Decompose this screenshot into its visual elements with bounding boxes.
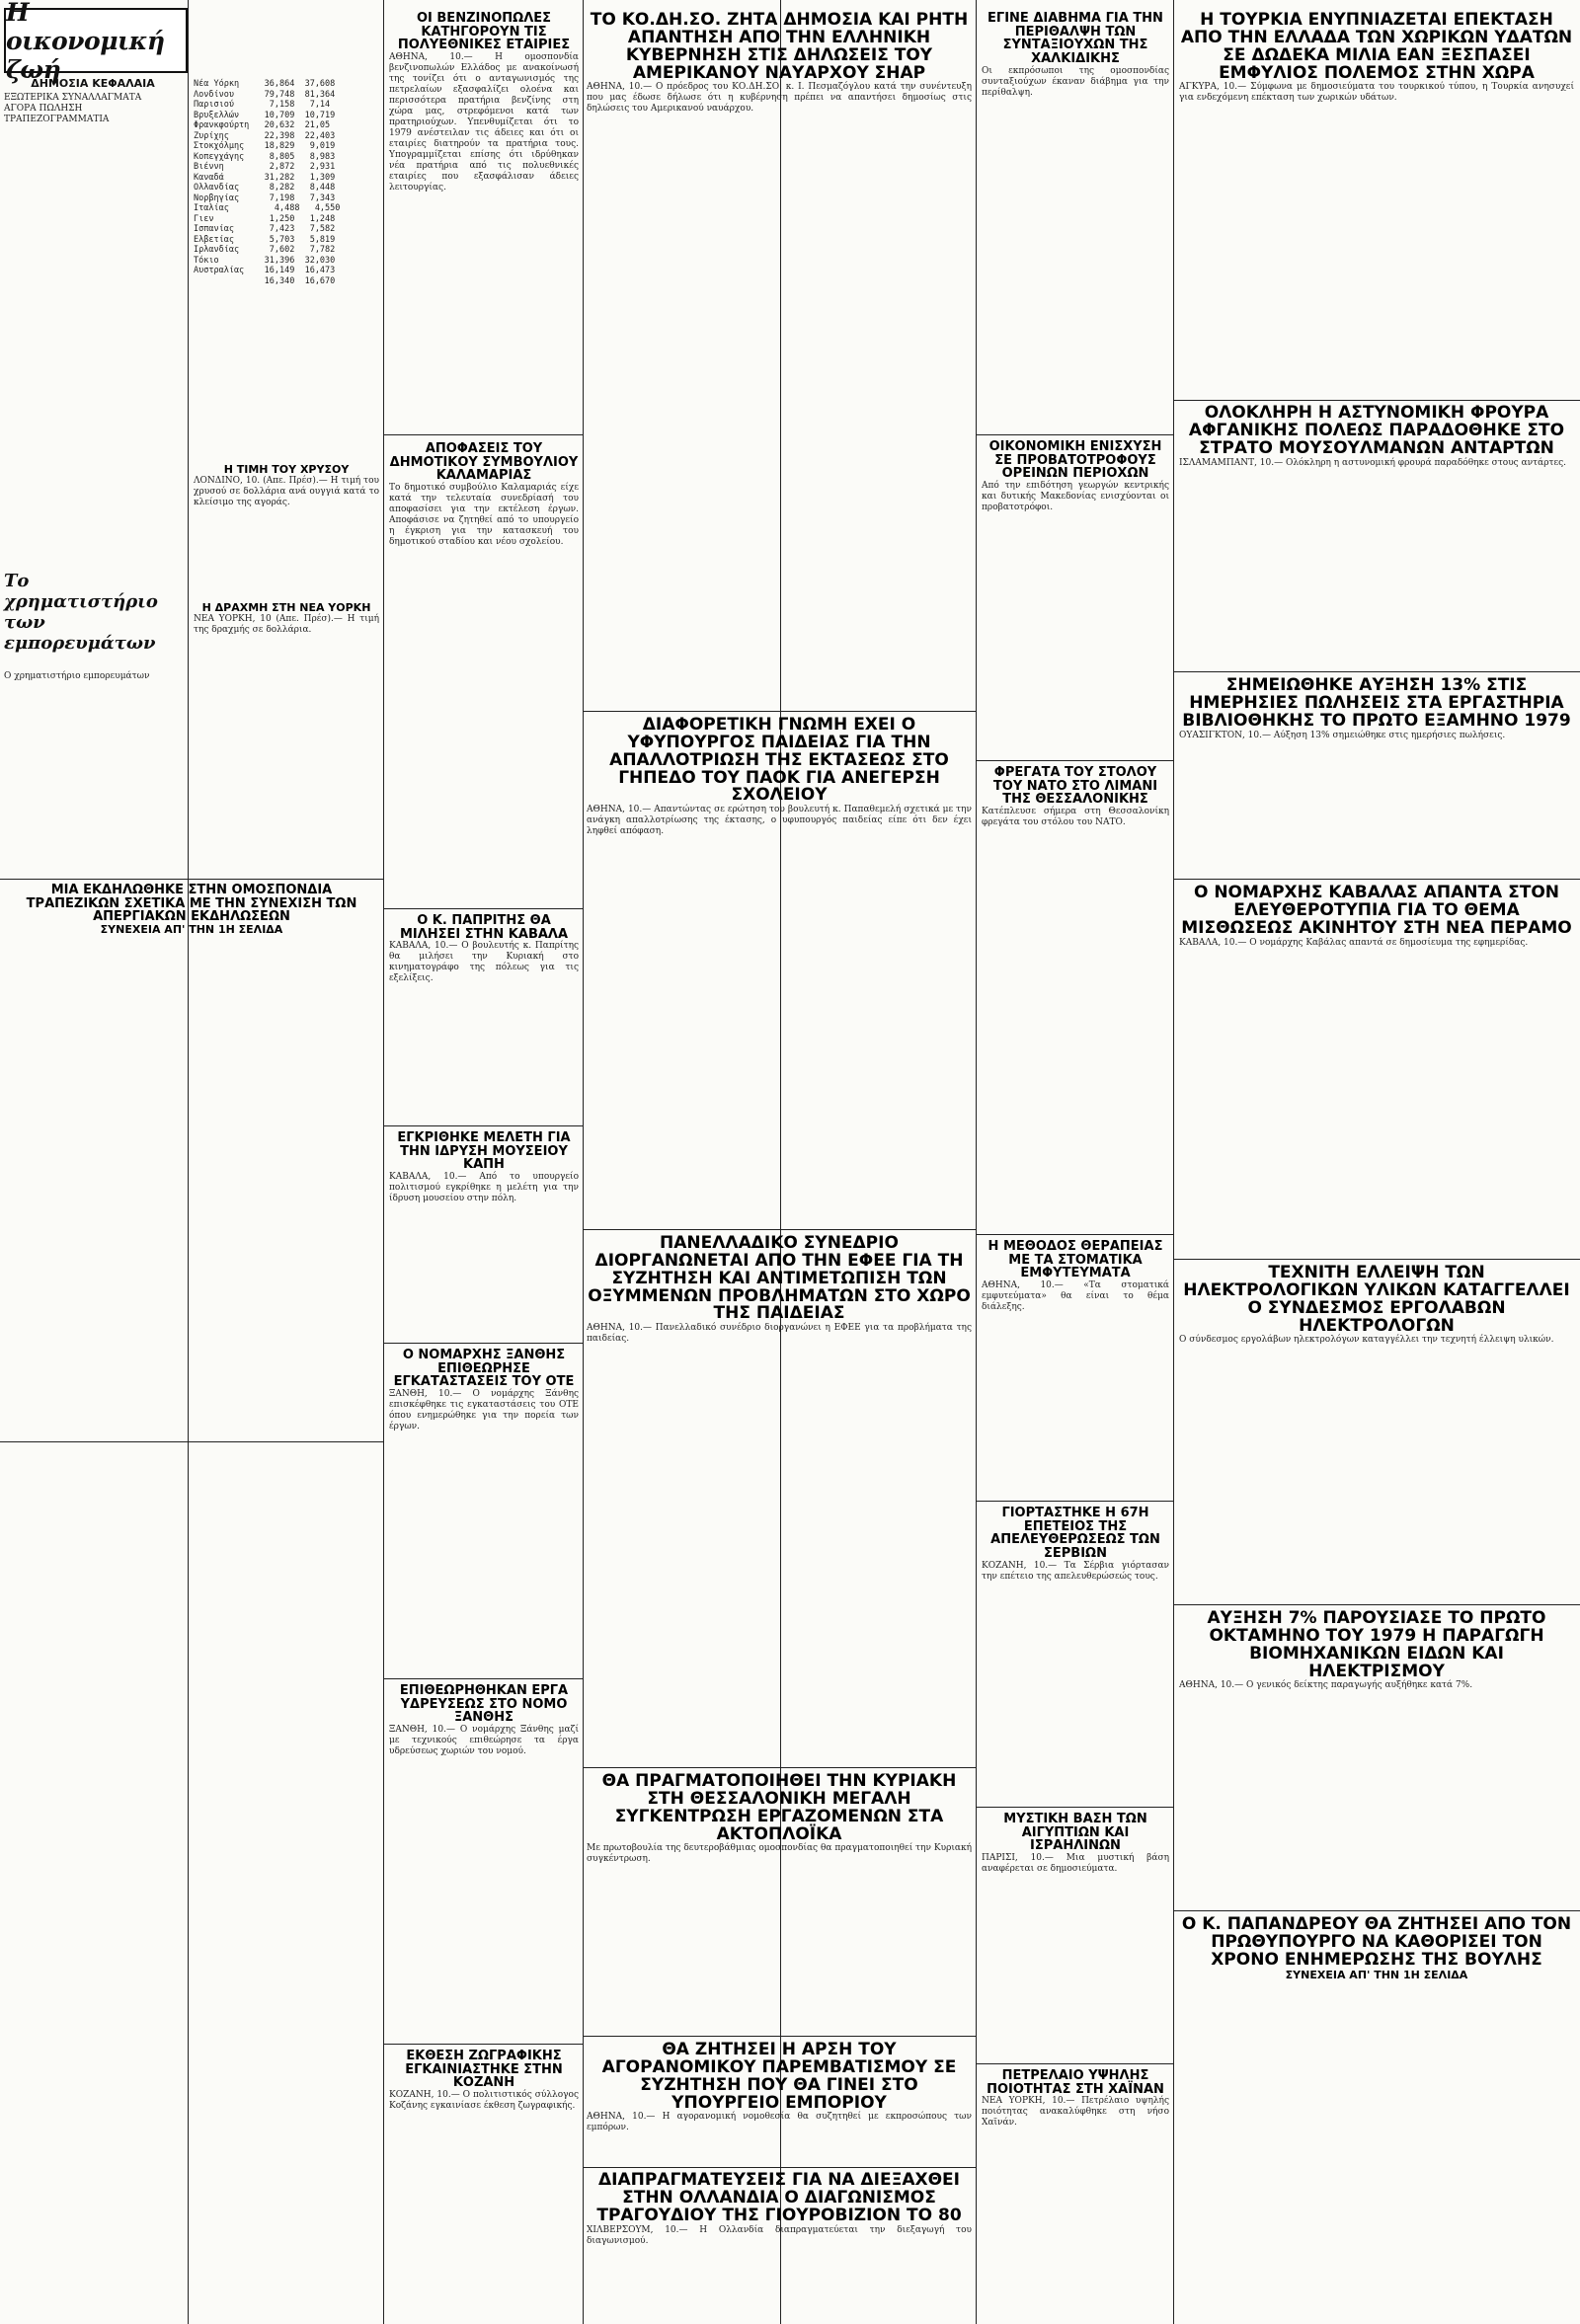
article-title: ΔΙΑΠΡΑΓΜΑΤΕΥΣΕΙΣ ΓΙΑ ΝΑ ΔΙΕΞΑΧΘΕΙ ΣΤΗΝ ΟΛΛΑΝΔΙΑ Ο ΔΙΑΓΩΝΙΣΜΟΣ ΤΡΑΓΟΥΔΙΟΥ ΤΗΣ ΓΙΟΥΡΟΒΙΖΙΟΝ ΤΟ 80	[596, 2170, 962, 2225]
article-title: Ο ΝΟΜΑΡΧΗΣ ΞΑΝΘΗΣ ΕΠΙΘΕΩΡΗΣΕ ΕΓΚΑΤΑΣΤΑΣΕΙΣ ΤΟΥ ΟΤΕ	[393, 1348, 575, 1390]
commodities-text: Ο χρηματιστήριο εμπορευμάτων	[4, 671, 150, 681]
article-turkey-waters	[1179, 10, 1577, 397]
article-body: ΞΑΝΘΗ, 10.— Ο νομάρχης Ξάνθης μαζί με τεχνικούς επιθεώρησε τα έργα υδρεύσεως χωριών του νομού.	[389, 1724, 582, 1756]
article-pensioners	[982, 11, 1172, 387]
public-capital-heading: ΔΗΜΟΣΙΑ ΚΕΦΑΛΑΙΑ	[31, 77, 155, 90]
article-body: ΑΘΗΝΑ, 10.— Η ομοσπονδία βενζινοπωλών Ελλάδος με ανακοίνωσή της τονίζει ότι ο ανταγωνισμός της πετρελαίων εξασφαλίζει ολοένα και περισσότερα πρατήρια βενζίνης στη χώρα μας, στρεφόμενοι κατά των πρατηριούχων. Υπενθυμίζεται ότι το 1979 ανέστειλαν τις άδειες και ότι οι εταιρίες διατηρούν τα πρατήρια τους. Υπογραμμίζεται επίσης ότι ιδρύθηκαν νέα πρατήρια από τις πολυεθνικές εταιρίες που εξασφάλισαν άδειες λειτουργίας.	[389, 51, 582, 193]
article-industrial-output	[1179, 1610, 1574, 1906]
gold-heading: Η ΤΙΜΗ ΤΟΥ ΧΡΥΣΟΥ	[223, 463, 350, 476]
article-title: ΣΗΜΕΙΩΘΗΚΕ ΑΥΞΗΣΗ 13% ΣΤΙΣ ΗΜΕΡΗΣΙΕΣ ΠΩΛΗΣΕΙΣ ΣΤΑ ΕΡΓΑΣΤΗΡΙΑ ΒΙΒΛΙΟΘΗΚΗΣ ΤΟ ΠΡΩΤΟ ΕΞΑΜΗΝΟ 1979	[1182, 675, 1571, 731]
article-body: ΑΘΗΝΑ, 10.— Η αγορανομική νομοθεσία θα συζητηθεί με εκπροσώπους των εμπόρων.	[587, 2112, 975, 2133]
article-nato-frigate	[982, 765, 1172, 1230]
article-title: ΟΙ ΒΕΝΖΙΝΟΠΩΛΕΣ ΚΑΤΗΓΟΡΟΥΝ ΤΙΣ ΠΟΛΥΕΘΝΙΚΕΣ ΕΤΑΙΡΙΕΣ	[397, 11, 571, 53]
article-title: ΜΥΣΤΙΚΗ ΒΑΣΗ ΤΩΝ ΑΙΓΥΠΤΙΩΝ ΚΑΙ ΙΣΡΑΗΛΙΝΩΝ	[1003, 1812, 1147, 1854]
drachma-heading: Η ΔΡΑΧΜΗ ΣΤΗ ΝΕΑ ΥΟΡΚΗ	[201, 601, 371, 614]
article-subtitle: ΣΥΝΕΧΕΙΑ ΑΠ' ΤΗΝ 1Η ΣΕΛΙΔΑ	[100, 922, 283, 936]
article-xanthi-water	[389, 1683, 582, 2040]
article-body: ΚΑΒΑΛΑ, 10.— Ο βουλευτής κ. Παπρίτης θα μιλήσει την Κυριακή στο κινηματογράφο της πόλεως για τις εξελίξεις.	[389, 941, 582, 984]
article-body: ΑΘΗΝΑ, 10.— Ο γενικός δείκτης παραγωγής αυξήθηκε κατά 7%.	[1179, 1680, 1473, 1691]
article-title: Ο ΝΟΜΑΡΧΗΣ ΚΑΒΑΛΑΣ ΑΠΑΝΤΑ ΣΤΟΝ ΕΛΕΥΘΕΡΟΤΥΠΙΑ ΓΙΑ ΤΟ ΘΕΜΑ ΜΙΣΘΩΣΕΩΣ ΑΚΙΝΗΤΟΥ ΣΤΗ ΝΕΑ ΠΕΡΑΜΟ	[1181, 883, 1572, 938]
article-body: ΑΘΗΝΑ, 10.— «Τα στοματικά εμφυτεύματα» θα είναι το θέμα διάλεξης.	[982, 1279, 1172, 1312]
article-body: ΙΣΛΑΜΑΜΠΑΝΤ, 10.— Ολόκληρη η αστυνομική φρουρά παραδόθηκε στους αντάρτες.	[1179, 457, 1567, 468]
drachma-text: ΝΕΑ ΥΟΡΚΗ, 10 (Απε. Πρέσ).— Η τιμή της δραχμής σε δολλάρια.	[194, 613, 382, 635]
article-hainan-oil	[982, 2068, 1172, 2316]
article-title: ΘΑ ΠΡΑΓΜΑΤΟΠΟΙΗΘΕΙ ΤΗΝ ΚΥΡΙΑΚΗ ΣΤΗ ΘΕΣΣΑΛΟΝΙΚΗ ΜΕΓΑΛΗ ΣΥΓΚΕΝΤΡΩΣΗ ΕΡΓΑΖΟΜΕΝΩΝ ΣΤΑ ΑΚΤΟΠΛΟΪΚΑ	[601, 1771, 957, 1844]
article-title: ΕΓΚΡΙΘΗΚΕ ΜΕΛΕΤΗ ΓΙΑ ΤΗΝ ΙΔΡΥΣΗ ΜΟΥΣΕΙΟΥ ΚΑΠΗ	[397, 1130, 571, 1173]
article-body: ΑΘΗΝΑ, 10.— Απαντώντας σε ερώτηση του βουλευτή κ. Παπαθεμελή σχετικά με την ανάγκη απαλλοτρίωσης της έκτασης, ο υφυπουργός παιδείας είπε ότι δεν έχει ληφθεί απόφαση.	[587, 805, 975, 837]
article-body: ΧΙΛΒΕΡΣΟΥΜ, 10.— Η Ολλανδία διαπραγματεύεται την διεξαγωγή του διαγωνισμού.	[587, 2224, 975, 2246]
article-title: ΕΓΙΝΕ ΔΙΑΒΗΜΑ ΓΙΑ ΤΗΝ ΠΕΡΙΘΑΛΨΗ ΤΩΝ ΣΥΝΤΑΞΙΟΥΧΩΝ ΤΗΣ ΧΑΛΚΙΔΙΚΗΣ	[988, 11, 1163, 66]
article-afghan-police	[1179, 405, 1574, 661]
article-title: ΠΑΝΕΛΛΑΔΙΚΟ ΣΥΝΕΔΡΙΟ ΔΙΟΡΓΑΝΩΝΕΤΑΙ ΑΠΟ ΤΗΝ ΕΦΕΕ ΓΙΑ ΤΗ ΣΥΖΗΤΗΣΗ ΚΑΙ ΑΝΤΙΜΕΤΩΠΙΣΗ ΤΩΝ ΟΞΥΜΜΕΝΩΝ ΠΡΟΒΛΗΜΑΤΩΝ ΣΤΟ ΧΩΡΟ ΤΗΣ ΠΑΙΔΕΙΑΣ	[588, 1233, 971, 1324]
article-body: ΑΘΗΝΑ, 10.— Πανελλαδικό συνέδριο διοργανώνει η ΕΦΕΕ για τα προβλήματα της παιδείας.	[587, 1323, 975, 1345]
masthead-title: Η οικονομική ζωή	[6, 0, 165, 84]
article-title: ΤΕΧΝΙΤΗ ΕΛΛΕΙΨΗ ΤΩΝ ΗΛΕΚΤΡΟΛΟΓΙΚΩΝ ΥΛΙΚΩΝ ΚΑΤΑΓΓΕΛΛΕΙ Ο ΣΥΝΔΕΣΜΟΣ ΕΡΓΟΛΑΒΩΝ ΗΛΕΚΤΡΟΛΟΓΩΝ	[1183, 1263, 1570, 1336]
article-kavala-prefect	[1179, 885, 1574, 1250]
article-title: ΘΑ ΖΗΤΗΣΕΙ Η ΑΡΣΗ ΤΟΥ ΑΓΟΡΑΝΟΜΙΚΟΥ ΠΑΡΕΜΒΑΤΙΣΜΟΥ ΣΕ ΣΥΖΗΤΗΣΗ ΠΟΥ ΘΑ ΓΙΝΕΙ ΣΤΟ ΥΠΟΥΡΓΕΙΟ ΕΜΠΟΡΙΟΥ	[601, 2040, 957, 2113]
article-title: ΑΥΞΗΣΗ 7% ΠΑΡΟΥΣΙΑΣΕ ΤΟ ΠΡΩΤΟ ΟΚΤΑΜΗΝΟ ΤΟΥ 1979 Η ΠΑΡΑΓΩΓΗ ΒΙΟΜΗΧΑΝΙΚΩΝ ΕΙΔΩΝ ΚΑΙ ΗΛΕΚΤΡΙΣΜΟΥ	[1207, 1608, 1546, 1681]
gold-price	[194, 463, 382, 602]
article-title: Η ΤΟΥΡΚΙΑ ΕΝΥΠΝΙΑΖΕΤΑΙ ΕΠΕΚΤΑΣΗ ΑΠΟ ΤΗΝ ΕΛΛΑΔΑ ΤΩΝ ΧΩΡΙΚΩΝ ΥΔΑΤΩΝ ΣΕ ΔΩΔΕΚΑ ΜΙΛΙΑ ΕΑΝ ΞΕΣΠΑΣΕΙ ΕΜΦΥΛΙΟΣ ΠΟΛΕΜΟΣ ΣΤΗΝ ΧΩΡΑ	[1180, 10, 1573, 83]
article-body: Το δημοτικό συμβούλιο Καλαμαριάς είχε κατά την τελευταία συνεδρίασή του αποφασίσει για την εκτέλεση έργων. Αποφάσισε να ζητηθεί από το υπουργείο η έγκριση για την κατασκευή του δημοτικού σταδίου και νέου σχολείου.	[389, 482, 582, 547]
article-title: ΦΡΕΓΑΤΑ ΤΟΥ ΣΤΟΛΟΥ ΤΟΥ ΝΑΤΟ ΣΤΟ ΛΙΜΑΝΙ ΤΗΣ ΘΕΣΣΑΛΟΝΙΚΗΣ	[992, 765, 1158, 808]
article-body: ΟΥΑΣΙΓΚΤΟΝ, 10.— Αύξηση 13% σημειώθηκε στις ημερήσιες πωλήσεις.	[1179, 730, 1506, 740]
article-electrical-shortage	[1179, 1265, 1574, 1600]
article-title: ΑΠΟΦΑΣΕΙΣ ΤΟΥ ΔΗΜΟΤΙΚΟΥ ΣΥΜΒΟΥΛΙΟΥ ΚΑΛΑΜΑΡΙΑΣ	[389, 441, 579, 484]
commodities-section	[4, 553, 182, 869]
drachma-ny	[194, 601, 382, 701]
article-title: ΕΠΙΘΕΩΡΗΘΗΚΑΝ ΕΡΓΑ ΥΔΡΕΥΣΕΩΣ ΣΤΟ ΝΟΜΟ ΞΑΝΘΗΣ	[399, 1683, 569, 1726]
col1-market-text: ΕΞΩΤΕΡΙΚΑ ΣΥΝΑΛΛΑΓΜΑΤΑ ΑΓΟΡΑ ΠΩΛΗΣΗ ΤΡΑΠΕΖΟΓΡΑΜΜΑΤΙΑ	[4, 93, 142, 124]
commodities-heading: Το χρηματιστήριο των εμπορευμάτων	[4, 571, 158, 654]
article-body: ΠΑΡΙΣΙ, 10.— Μια μυστική βάση αναφέρεται σε δημοσιεύματα.	[982, 1852, 1172, 1874]
article-market-regulation	[587, 2040, 975, 2160]
article-body: ΚΟΖΑΝΗ, 10.— Τα Σέρβια γιόρτασαν την επέτειο της απελευθερώσεώς τους.	[982, 1560, 1172, 1582]
article-paok-stadium	[587, 715, 975, 1220]
article-museum-study	[389, 1130, 582, 1339]
article-title: ΠΕΤΡΕΛΑΙΟ ΥΨΗΛΗΣ ΠΟΙΟΤΗΤΑΣ ΣΤΗ ΧΑΪΝΑΝ	[987, 2068, 1164, 2097]
article-title: ΔΙΑΦΟΡΕΤΙΚΗ ΓΝΩΜΗ ΕΧΕΙ Ο ΥΦΥΠΟΥΡΓΟΣ ΠΑΙΔΕΙΑΣ ΓΙΑ ΤΗΝ ΑΠΑΛΛΟΤΡΙΩΣΗ ΤΗΣ ΕΚΤΑΣΕΩΣ ΣΤΟ ΓΗΠΕΔΟ ΤΟΥ ΠΑΟΚ ΓΙΑ ΑΝΕΓΕΡΣΗ ΣΧΟΛΕΙΟΥ	[609, 715, 949, 806]
article-body: ΚΑΒΑΛΑ, 10.— Από το υπουργείο πολιτισμού εγκρίθηκε η μελέτη για την ίδρυση μουσείου στην πόλη.	[389, 1171, 582, 1203]
article-body: Με πρωτοβουλία της δευτεροβάθμιας ομοσπονδίας θα πραγματοποιηθεί την Κυριακή συγκέντρωση.	[587, 1843, 975, 1865]
article-sheep-farmers	[982, 439, 1172, 756]
article-body: ΚΑΒΑΛΑ, 10.— Ο νομάρχης Καβάλας απαντά σε δημοσίευμα της εφημερίδας.	[1179, 937, 1529, 948]
article-kalamaria-council	[389, 441, 582, 906]
article-efee-congress	[587, 1233, 975, 1758]
article-body: ΑΓΚΥΡΑ, 10.— Σύμφωνα με δημοσιεύματα του τουρκικού τύπου, η Τουρκία ανησυχεί για ενδεχόμενη επέκταση των χωρικών υδάτων.	[1179, 82, 1577, 104]
article-shipping-rally	[587, 1771, 975, 2030]
article-title: Ο Κ. ΠΑΠΑΝΔΡΕΟΥ ΘΑ ΖΗΤΗΣΕΙ ΑΠΟ ΤΟΝ ΠΡΩΘΥΠΟΥΡΓΟ ΝΑ ΚΑΘΟΡΙΣΕΙ ΤΟΝ ΧΡΟΝΟ ΕΝΗΜΕΡΩΣΗΣ ΤΗΣ ΒΟΥΛΗΣ	[1181, 1914, 1572, 1970]
article-secret-base	[982, 1812, 1172, 2059]
exchange-rates: Νέα Υόρκη 36,864 37,608 Λονδίνου 79,748 81,364 Παρισιού 7,158 7,14 Βρυξελλών 10,709 10,719 Φρανκφούρτη 20,632 21,05 Ζυρίχης 22,398 22,403 Στοκχόλμης 18,829 9,019 Κοπεγχάγης 8,805 8,983 Βιέννη 2,872 2,931 Καναδά 31,282 1,309 Ολλανδίας 8,282 8,448 Νορβηγίας 7,198 7,343 Ιταλίας 4,488 4,550 Γιεν 1,250 1,248 Ισπανίας 7,423 7,582 Ελβετίας 5,703 5,819 Ιρλανδίας 7,602 7,782 Τόκιο 31,396 32,030 Αυστραλίας 16,149 16,473 16,340 16,670	[194, 79, 341, 286]
article-book-sales	[1179, 677, 1574, 875]
article-body: ΚΟΖΑΝΗ, 10.— Ο πολιτιστικός σύλλογος Κοζάνης εγκαινίασε έκθεση ζωγραφικής.	[389, 2089, 582, 2111]
article-title: ΟΙΚΟΝΟΜΙΚΗ ΕΝΙΣΧΥΣΗ ΣΕ ΠΡΟΒΑΤΟΤΡΟΦΟΥΣ ΟΡΕΙΝΩΝ ΠΕΡΙΟΧΩΝ	[988, 439, 1162, 482]
article-dental-implants	[982, 1239, 1172, 1497]
article-title: Ο Κ. ΠΑΠΡΙΤΗΣ ΘΑ ΜΙΛΗΣΕΙ ΣΤΗΝ ΚΑΒΑΛΑ	[399, 913, 569, 942]
article-body: ΑΘΗΝΑ, 10.— Ο πρόεδρος του ΚΟ.ΔΗ.ΣΟ. κ. Ι. Πεσμαζόγλου κατά την συνέντευξη που μας έδωσε δήλωσε ότι η κυβέρνηση πρέπει να απαντήσει δημοσίως στις δηλώσεις του Αμερικανού ναυάρχου.	[587, 82, 975, 115]
article-body: Από την επιδότηση γεωργών κεντρικής και δυτικής Μακεδονίας ενισχύονται οι προβατοτρόφοι.	[982, 480, 1172, 512]
article-body: Οι εκπρόσωποι της ομοσπονδίας συνταξιούχων έκαναν διάβημα για την περίθαλψη.	[982, 65, 1172, 98]
article-xanthi-ote	[389, 1348, 582, 1674]
article-continued: ΣΥΝΕΧΕΙΑ ΑΠ' ΤΗΝ 1Η ΣΕΛΙΔΑ	[1285, 1968, 1468, 1981]
article-larissa-festival	[4, 884, 379, 1436]
article-title: ΜΙΑ ΕΚΔΗΛΩΘΗΚΕ ΣΤΗΝ ΟΜΟΣΠΟΝΔΙΑ ΤΡΑΠΕΖΙΚΩΝ ΣΧΕΤΙΚΑ ΜΕ ΤΗΝ ΣΥΝΕΧΙΣΗ ΤΩΝ ΑΠΕΡΓΙΑΚΩΝ ΕΚΔΗΛΩΣΕΩΝ	[26, 883, 357, 925]
article-body: Κατέπλευσε σήμερα στη Θεσσαλονίκη φρεγάτα του στόλου του ΝΑΤΟ.	[982, 806, 1172, 827]
article-kodiso	[587, 10, 975, 703]
article-title: ΕΚΘΕΣΗ ΖΩΓΡΑΦΙΚΗΣ ΕΓΚΑΙΝΙΑΣΤΗΚΕ ΣΤΗΝ ΚΟΖΑΝΗ	[405, 2049, 563, 2091]
article-papandreou-parliament	[1179, 1916, 1574, 2316]
article-petrol-sellers	[389, 11, 582, 426]
article-servia-anniversary	[982, 1506, 1172, 1803]
article-papritis-kavala	[389, 913, 582, 1112]
article-title: ΟΛΟΚΛΗΡΗ Η ΑΣΤΥΝΟΜΙΚΗ ΦΡΟΥΡΑ ΑΦΓΑΝΙΚΗΣ ΠΟΛΕΩΣ ΠΑΡΑΔΟΘΗΚΕ ΣΤΟ ΣΤΡΑΤΟ ΜΟΥΣΟΥΛΜΑΝΩΝ ΑΝΤΑΡΤΩΝ	[1188, 403, 1565, 458]
article-title: ΓΙΟΡΤΑΣΤΗΚΕ Η 67Η ΕΠΕΤΕΙΟΣ ΤΗΣ ΑΠΕΛΕΥΘΕΡΩΣΕΩΣ ΤΩΝ ΣΕΡΒΙΩΝ	[990, 1506, 1160, 1561]
article-title: Η ΜΕΘΟΔΟΣ ΘΕΡΑΠΕΙΑΣ ΜΕ ΤΑ ΣΤΟΜΑΤΙΚΑ ΕΜΦΥΤΕΥΜΑΤΑ	[988, 1239, 1163, 1281]
article-body: ΞΑΝΘΗ, 10.— Ο νομάρχης Ξάνθης επισκέφθηκε τις εγκαταστάσεις του ΟΤΕ όπου ενημερώθηκε για την πορεία των έργων.	[389, 1388, 582, 1432]
article-body: ΝΕΑ ΥΟΡΚΗ, 10.— Πετρέλαιο υψηλής ποιότητας ανακαλύφθηκε στη νήσο Χαϊνάν.	[982, 2096, 1172, 2129]
article-kozani-exhibition	[389, 2049, 582, 2316]
exchange-rates-table	[194, 79, 379, 494]
article-bank-federation	[4, 1446, 379, 2315]
article-title: ΤΟ ΚΟ.ΔΗ.ΣΟ. ΖΗΤΑ ΔΗΜΟΣΙΑ ΚΑΙ ΡΗΤΗ ΑΠΑΝΤΗΣΗ ΑΠΟ ΤΗΝ ΕΛΛΗΝΙΚΗ ΚΥΒΕΡΝΗΣΗ ΣΤΙΣ ΔΗΛΩΣΕΙΣ ΤΟΥ ΑΜΕΡΙΚΑΝΟΥ ΝΑΥΑΡΧΟΥ ΣΗΑΡ	[590, 10, 969, 83]
col1-markets	[4, 77, 182, 630]
article-body: Ο σύνδεσμος εργολάβων ηλεκτρολόγων καταγγέλλει την τεχνητή έλλειψη υλικών.	[1179, 1335, 1554, 1346]
gold-text: ΛΟΝΔΙΝΟ, 10. (Απε. Πρέσ).— Η τιμή του χρυσού σε δολλάρια ανά ουγγιά κατά το κλείσιμο της αγοράς.	[194, 475, 382, 507]
article-eurovision	[587, 2170, 975, 2320]
